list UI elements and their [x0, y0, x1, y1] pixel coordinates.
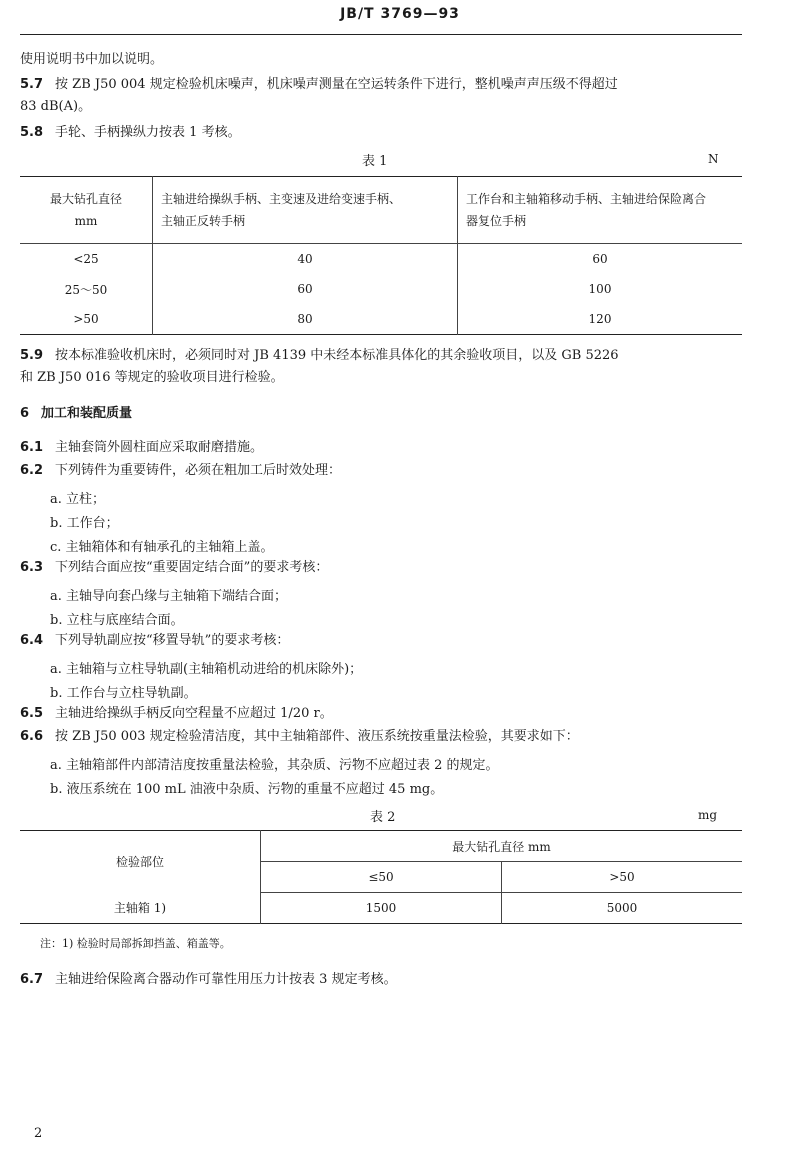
table1-caption: 表 1: [362, 154, 388, 169]
clause-6-5: [20, 704, 333, 724]
table-row: [20, 893, 742, 924]
table-cell: 120: [588, 312, 612, 326]
list-item: b. 工作台与立柱导轨副。: [50, 686, 197, 701]
clause-number: 6.2: [20, 463, 44, 478]
list-item: a. 主轴箱部件内部清洁度按重量法检验，其杂质、污物不应超过表 2 的规定。: [50, 758, 499, 773]
header-text: 最大钻孔直径: [49, 192, 122, 206]
table-cell: 1500: [261, 893, 502, 924]
clause-number: 6.5: [20, 706, 44, 721]
table2-caption: 表 2: [370, 810, 396, 825]
table2-header-part: 检验部位: [20, 831, 261, 893]
clause-text: 主轴套筒外圆柱面应采取耐磨措施。: [55, 440, 264, 455]
table-cell: 100: [588, 282, 612, 296]
clause-6-6: [20, 727, 579, 747]
clause-text: 下列铸件为重要铸件，必须在粗加工后时效处理：: [55, 463, 342, 478]
clause-text: 下列结合面应按“重要固定结合面”的要求考核：: [55, 560, 329, 575]
table-cell: >50: [20, 304, 153, 335]
header-unit: mm: [74, 214, 98, 228]
section-title: 加工和装配质量: [41, 406, 133, 421]
table-cell: 60: [592, 252, 608, 266]
table-cell: 60: [153, 274, 458, 304]
clause-5-8: [20, 123, 241, 143]
clause-5-9: [20, 346, 619, 366]
clause-number: 6.3: [20, 560, 44, 575]
header-text: 主轴正反转手柄: [161, 214, 246, 228]
header-rule: [20, 34, 742, 35]
clause-number: 5.7: [20, 77, 44, 92]
clause-text: 主轴进给保险离合器动作可靠性用压力计按表 3 规定考核。: [55, 972, 397, 987]
list-item: b. 液压系统在 100 mL 油液中杂质、污物的重量不应超过 45 mg。: [50, 782, 444, 797]
list-item: b. 立柱与底座结合面。: [50, 613, 184, 628]
clause-number: 5.8: [20, 125, 44, 140]
clause-text: 下列导轨副应按“移置导轨”的要求考核：: [55, 633, 290, 648]
list-item: a. 主轴导向套凸缘与主轴箱下端结合面；: [50, 589, 288, 604]
table2-unit: mg: [698, 808, 718, 822]
table1-header-col3: [458, 177, 743, 244]
clause-text: 手轮、手柄操纵力按表 1 考核。: [55, 125, 241, 140]
document-header-title: JB/T 3769—93: [340, 6, 460, 22]
table2-header-a: ≤50: [261, 862, 502, 893]
clause-text: 按 ZB J50 004 规定检验机床噪声，机床噪声测量在空运转条件下进行，整机噪声声压级不得超过: [55, 77, 618, 92]
table1-unit: N: [708, 152, 719, 166]
table-cell: 25～50: [20, 274, 153, 304]
table-cell: 40: [153, 244, 458, 275]
paragraph-continuation: 使用说明书中加以说明。: [20, 52, 164, 67]
table-cell: 80: [153, 304, 458, 335]
table-1: [20, 176, 742, 335]
list-item: a. 立柱；: [50, 492, 106, 507]
clause-number: 6.4: [20, 633, 44, 648]
clause-6-2: [20, 461, 341, 481]
table1-header-col2: [153, 177, 458, 244]
table2-header-span: 最大钻孔直径 mm: [261, 831, 743, 862]
clause-text: 主轴进给操纵手柄反向空程量不应超过 1/20 r。: [55, 706, 333, 721]
section-number: 6: [20, 406, 30, 421]
table-cell: 5000: [606, 901, 638, 915]
table2-header-row1: [20, 831, 742, 862]
header-text: 器复位手柄: [466, 214, 527, 228]
clause-5-9-line2: 和 ZB J50 016 等规定的验收项目进行检验。: [20, 370, 284, 385]
clause-5-7-line2: 83 dB(A)。: [20, 99, 92, 114]
clause-6-4: [20, 631, 289, 651]
clause-6-1: [20, 438, 263, 458]
clause-number: 5.9: [20, 348, 44, 363]
clause-5-7: [20, 75, 618, 95]
header-text: 主轴进给操纵手柄、主变速及进给变速手柄、: [161, 192, 402, 206]
table-row: [20, 244, 742, 275]
list-item: a. 主轴箱与立柱导轨副(主轴箱机动进给的机床除外)；: [50, 662, 363, 677]
section-6-heading: [20, 404, 132, 424]
table2-note: 注：1) 检验时局部拆卸挡盖、箱盖等。: [40, 937, 231, 950]
clause-number: 6.7: [20, 972, 44, 987]
table-row: [20, 274, 742, 304]
table1-header-row: [20, 177, 742, 244]
list-item: c. 主轴箱体和有轴承孔的主轴箱上盖。: [50, 540, 274, 555]
page-number: 2: [34, 1126, 43, 1141]
table2-header-b: >50: [502, 862, 743, 893]
clause-6-7: [20, 970, 397, 990]
table-row: [20, 304, 742, 335]
clause-number: 6.6: [20, 729, 44, 744]
clause-text: 按 ZB J50 003 规定检验清洁度，其中主轴箱部件、液压系统按重量法检验，其要求如下：: [55, 729, 579, 744]
clause-6-3: [20, 558, 328, 578]
table-cell: 主轴箱 1): [20, 893, 261, 924]
list-item: b. 工作台；: [50, 516, 119, 531]
table1-header-diameter: [20, 177, 153, 244]
clause-number: 6.1: [20, 440, 44, 455]
header-text: 工作台和主轴箱移动手柄、主轴进给保险离合: [466, 192, 707, 206]
clause-text: 按本标准验收机床时，必须同时对 JB 4139 中未经本标准具体化的其余验收项目，以及 GB 5226: [55, 348, 619, 363]
table-cell: <25: [20, 244, 153, 275]
table-2: [20, 830, 742, 924]
